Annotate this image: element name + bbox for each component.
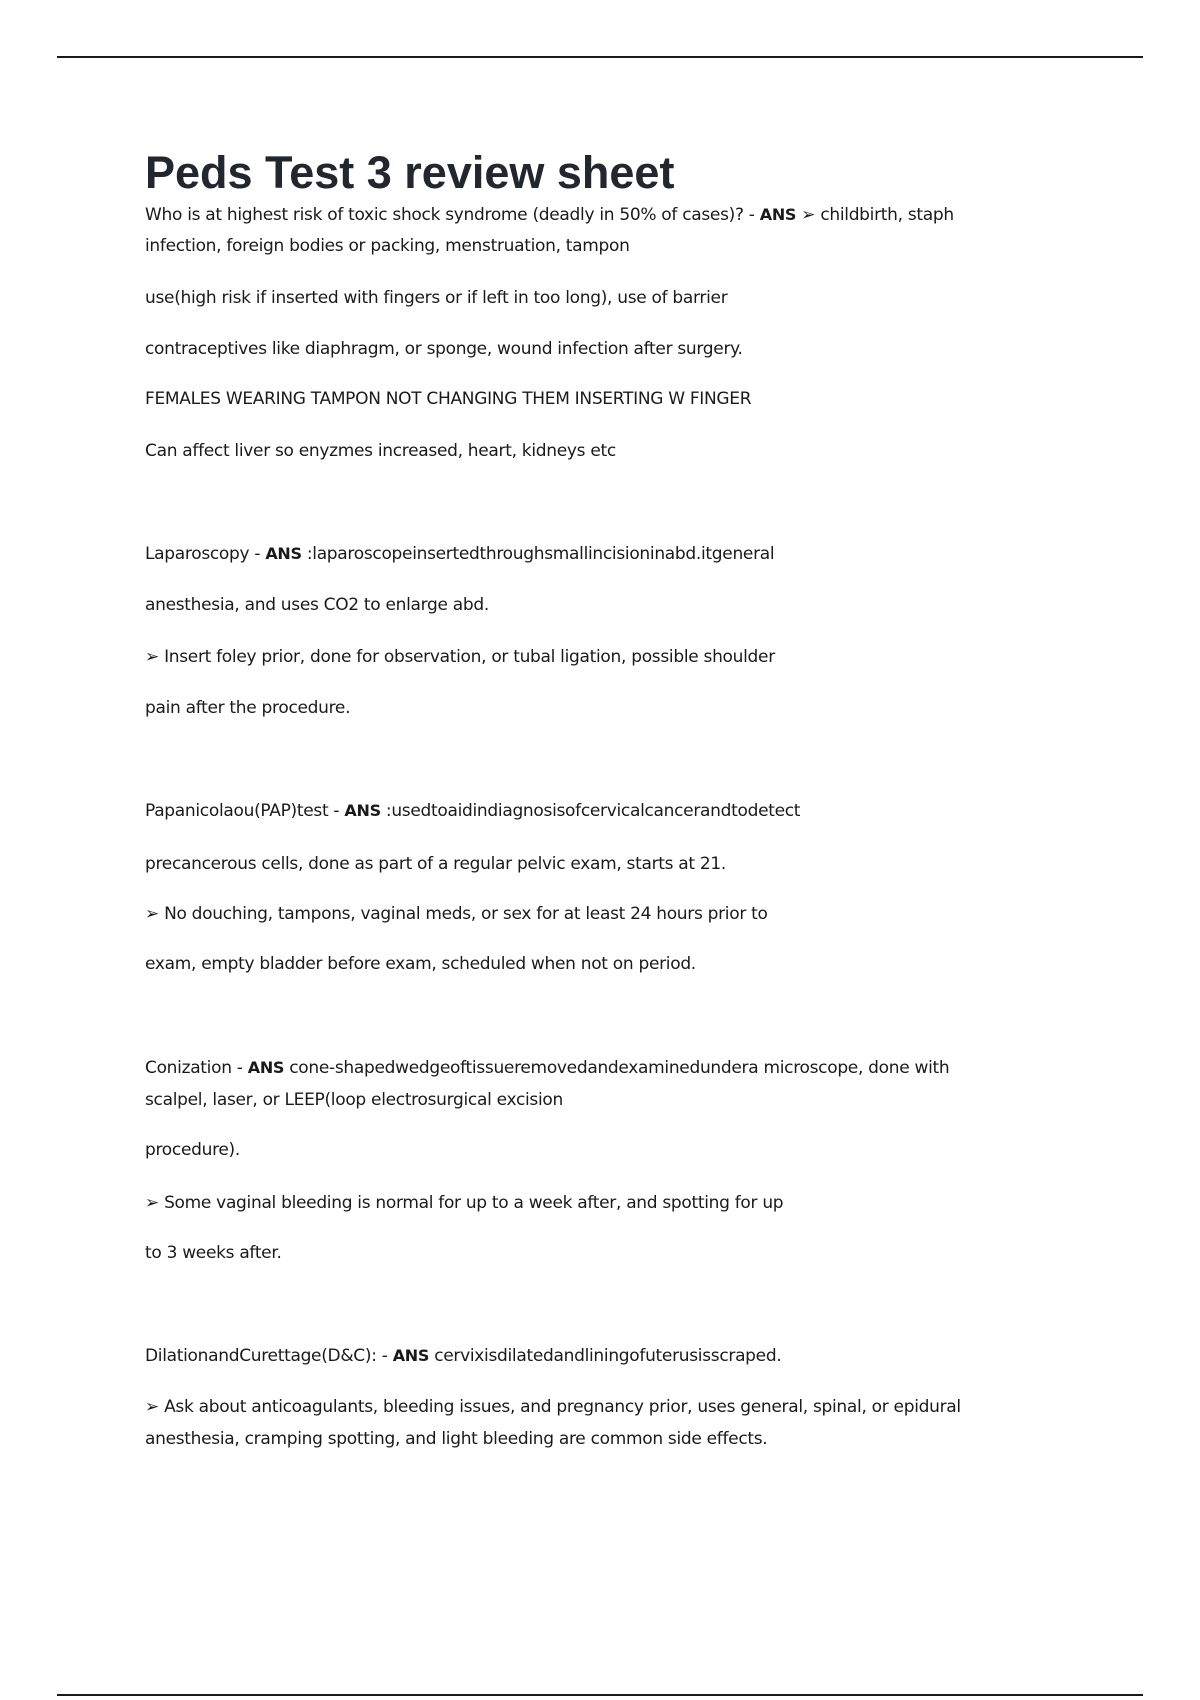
arrow-bullet-icon: ➢ xyxy=(145,1193,159,1213)
answer-line xyxy=(145,641,1045,673)
ans-label: ANS xyxy=(392,1346,430,1365)
answer-line: precancerous cells, done as part of a regular pelvic exam, starts at 21. xyxy=(145,854,727,874)
answer-text: cervixisdilatedandliningofuterusisscraped. xyxy=(434,1346,782,1366)
arrow-bullet-icon: ➢ xyxy=(145,647,159,667)
answer-text: Some vaginal bleeding is normal for up to a week after, and spotting for up xyxy=(164,1193,784,1213)
arrow-bullet-icon: ➢ xyxy=(145,1397,159,1417)
question-line xyxy=(145,538,1045,570)
answer-line: use(high risk if inserted with fingers or if left in too long), use of barrier xyxy=(145,288,728,308)
answer-line xyxy=(145,1187,1045,1219)
footer-rule xyxy=(57,1694,1143,1696)
answer-line: pain after the procedure. xyxy=(145,698,351,718)
answer-line: scalpel, laser, or LEEP(loop electrosurgical excision xyxy=(145,1090,563,1110)
header-rule xyxy=(57,56,1143,58)
answer-line: FEMALES WEARING TAMPON NOT CHANGING THEM INSERTING W FINGER xyxy=(145,389,752,409)
arrow-bullet-icon: ➢ xyxy=(801,205,816,225)
question-line xyxy=(145,1340,1045,1372)
question-text: Who is at highest risk of toxic shock syndrome (deadly in 50% of cases)? - xyxy=(145,205,755,225)
answer-line: Can affect liver so enyzmes increased, heart, kidneys etc xyxy=(145,441,616,461)
answer-text: :usedtoaidindiagnosisofcervicalcancerandtodetect xyxy=(385,801,801,821)
question-line xyxy=(145,795,1045,827)
answer-line: to 3 weeks after. xyxy=(145,1243,282,1263)
question-text: DilationandCurettage(D&C): - xyxy=(145,1346,388,1366)
answer-line xyxy=(145,1391,1045,1423)
answer-text: childbirth, staph xyxy=(820,205,954,225)
answer-line: anesthesia, and uses CO2 to enlarge abd. xyxy=(145,595,490,615)
ans-label: ANS xyxy=(265,544,302,563)
answer-line: exam, empty bladder before exam, scheduled when not on period. xyxy=(145,954,696,974)
answer-text: No douching, tampons, vaginal meds, or sex for at least 24 hours prior to xyxy=(164,904,768,924)
answer-line: procedure). xyxy=(145,1140,240,1160)
answer-line: contraceptives like diaphragm, or sponge, wound infection after surgery. xyxy=(145,339,743,359)
page-title: Peds Test 3 review sheet xyxy=(145,147,675,198)
ans-label: ANS xyxy=(759,205,797,224)
answer-text: Insert foley prior, done for observation, or tubal ligation, possible shoulder xyxy=(164,647,775,667)
question-line xyxy=(145,1052,1045,1084)
answer-text: :laparoscopeinsertedthroughsmallincisioninabd.itgeneral xyxy=(306,544,775,564)
answer-line: infection, foreign bodies or packing, menstruation, tampon xyxy=(145,236,630,256)
answer-line: anesthesia, cramping spotting, and light bleeding are common side effects. xyxy=(145,1429,768,1449)
arrow-bullet-icon: ➢ xyxy=(145,904,159,924)
ans-label: ANS xyxy=(247,1058,285,1077)
ans-label: ANS xyxy=(344,801,381,820)
answer-text: cone-shapedwedgeoftissueremovedandexaminedundera microscope, done with xyxy=(289,1058,950,1078)
answer-text: Ask about anticoagulants, bleeding issues, and pregnancy prior, uses general, spinal, or epidural xyxy=(164,1397,961,1417)
question-text: Papanicolaou(PAP)test - xyxy=(145,801,340,821)
question-text: Conization - xyxy=(145,1058,243,1078)
question-line xyxy=(145,199,1045,231)
answer-line xyxy=(145,898,1045,930)
question-text: Laparoscopy - xyxy=(145,544,261,564)
